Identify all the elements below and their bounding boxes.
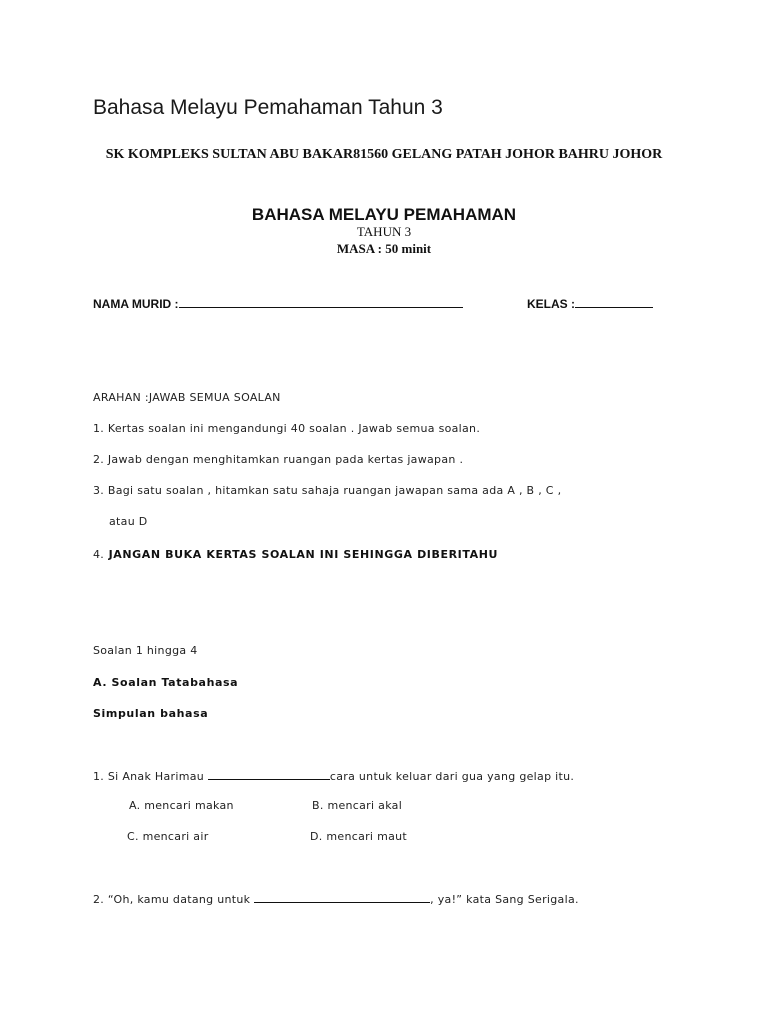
question-1-option-d: D. mencari maut [310,830,408,843]
question-1-option-b: B. mencari akal [312,799,403,812]
student-name-field [93,296,463,311]
section-subtitle: Simpulan bahasa [93,707,209,720]
question-1 [93,768,574,783]
section-range: Soalan 1 hingga 4 [93,644,198,657]
name-label: NAMA MURID : [93,297,179,311]
instructions-heading: ARAHAN :JAWAB SEMUA SOALAN [93,391,281,404]
instruction-item-3: 3. Bagi satu soalan , hitamkan satu sahaja ruangan jawapan sama ada A , B , C , [93,484,562,497]
name-blank-line [179,296,463,308]
question-1-answer-blank [208,768,330,780]
class-blank-line [575,296,653,308]
document-title: Bahasa Melayu Pemahaman Tahun 3 [93,96,443,119]
question-1-prefix: 1. Si Anak Harimau [93,770,208,783]
instruction-item-4-text: JANGAN BUKA KERTAS SOALAN INI SEHINGGA DIBERITAHU [108,548,499,561]
question-1-option-c: C. mencari air [127,830,209,843]
time-allowed: MASA : 50 minit [336,241,432,256]
instruction-item-1: 1. Kertas soalan ini mengandungi 40 soalan . Jawab semua soalan. [93,422,481,435]
question-2-prefix: 2. “Oh, kamu datang untuk [93,893,255,906]
question-1-suffix: cara untuk keluar dari gua yang gelap itu. [329,770,575,783]
instruction-item-2: 2. Jawab dengan menghitamkan ruangan pada kertas jawapan . [93,453,464,466]
year-heading: TAHUN 3 [356,224,412,239]
subject-heading: BAHASA MELAYU PEMAHAMAN [251,205,517,224]
class-field [527,296,653,311]
question-1-option-a: A. mencari makan [129,799,234,812]
question-2-suffix: , ya!” kata Sang Serigala. [430,893,579,906]
instruction-item-4-number: 4. [93,548,105,561]
instruction-item-4 [93,545,498,563]
class-label: KELAS : [527,297,575,311]
school-name: SK KOMPLEKS SULTAN ABU BAKAR81560 GELANG PATAH JOHOR BAHRU JOHOR [105,147,663,162]
instruction-item-3-continued: atau D [109,515,148,528]
section-title: A. Soalan Tatabahasa [93,676,239,689]
question-2 [93,891,579,906]
question-2-answer-blank [254,891,430,903]
